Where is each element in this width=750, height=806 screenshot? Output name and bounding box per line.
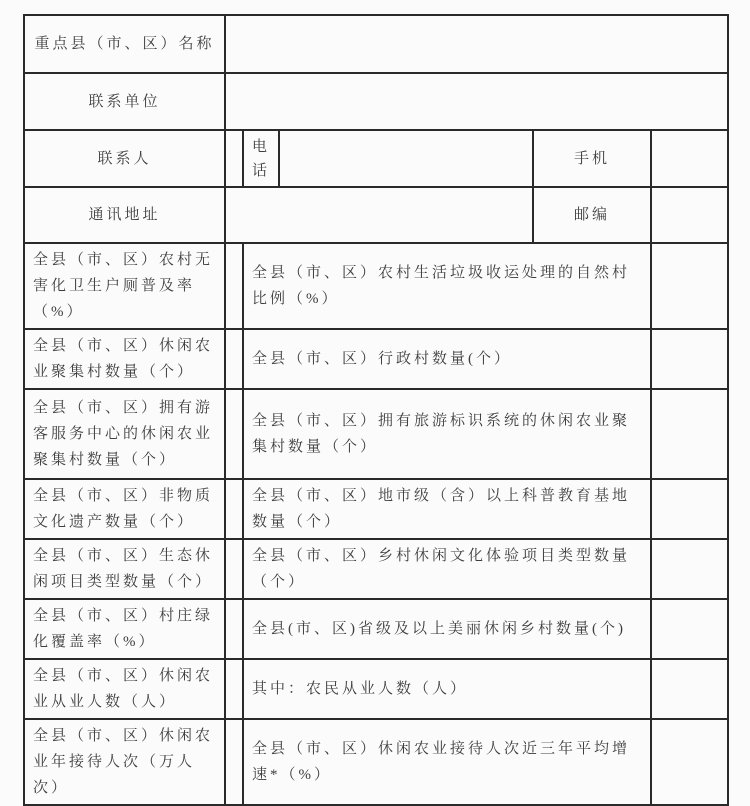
table-row-county-name bbox=[24, 15, 728, 73]
metric-value-cell[interactable] bbox=[651, 659, 728, 719]
table-row-metric-cluster-villages bbox=[24, 329, 728, 389]
metric-right-label: 全县（市、区）乡村休闲文化体验项目类型数量（个） bbox=[243, 539, 651, 599]
metric-value-cell[interactable] bbox=[651, 329, 728, 389]
spacer-cell bbox=[225, 329, 243, 389]
telephone-input-cell[interactable] bbox=[279, 130, 533, 187]
county-name-input-cell[interactable] bbox=[225, 15, 728, 73]
metric-right-label: 全县（市、区）休闲农业接待人次近三年平均增速*（%） bbox=[243, 719, 651, 805]
contact-person-label: 联系人 bbox=[24, 130, 225, 187]
spacer-cell bbox=[225, 719, 243, 805]
spacer-cell bbox=[225, 539, 243, 599]
metric-value-cell[interactable] bbox=[651, 539, 728, 599]
metric-value-cell[interactable] bbox=[651, 243, 728, 329]
table-row-metric-intangible-heritage bbox=[24, 479, 728, 539]
metric-left-label: 全县（市、区）休闲农业年接待人次（万人次） bbox=[24, 719, 225, 805]
contact-unit-input-cell[interactable] bbox=[225, 73, 728, 130]
metric-value-cell[interactable] bbox=[651, 389, 728, 479]
metric-left-label: 全县（市、区）休闲农业从业人数（人） bbox=[24, 659, 225, 719]
metric-value-cell[interactable] bbox=[651, 479, 728, 539]
table-row-address bbox=[24, 187, 728, 243]
metric-right-label: 全县(市、区)省级及以上美丽休闲乡村数量(个) bbox=[243, 599, 651, 659]
metric-left-label: 全县（市、区）生态休闲项目类型数量（个） bbox=[24, 539, 225, 599]
table-row-metric-visitor-center bbox=[24, 389, 728, 479]
table-row-contact-person bbox=[24, 130, 728, 187]
spacer-cell bbox=[225, 599, 243, 659]
spacer-cell bbox=[225, 659, 243, 719]
table-row-metric-employment bbox=[24, 659, 728, 719]
spacer-cell bbox=[225, 243, 243, 329]
county-name-label: 重点县（市、区）名称 bbox=[24, 15, 225, 73]
mobile-input-cell[interactable] bbox=[651, 130, 728, 187]
table-row-metric-annual-visitors bbox=[24, 719, 728, 805]
spacer-cell bbox=[225, 389, 243, 479]
metric-left-label: 全县（市、区）拥有游客服务中心的休闲农业聚集村数量（个） bbox=[24, 389, 225, 479]
table-row-contact-unit bbox=[24, 73, 728, 130]
metric-right-label: 全县（市、区）农村生活垃圾收运处理的自然村比例（%） bbox=[243, 243, 651, 329]
telephone-label: 电话 bbox=[243, 130, 279, 187]
metric-right-label: 其中：农民从业人数（人） bbox=[243, 659, 651, 719]
metric-value-cell[interactable] bbox=[651, 719, 728, 805]
metric-left-label: 全县（市、区）休闲农业聚集村数量（个） bbox=[24, 329, 225, 389]
table-row-metric-toilet-rate bbox=[24, 243, 728, 329]
metric-right-label: 全县（市、区）拥有旅游标识系统的休闲农业聚集村数量（个） bbox=[243, 389, 651, 479]
mobile-label: 手机 bbox=[533, 130, 651, 187]
contact-unit-label: 联系单位 bbox=[24, 73, 225, 130]
metric-right-label: 全县（市、区）行政村数量(个） bbox=[243, 329, 651, 389]
address-input-cell[interactable] bbox=[225, 187, 533, 243]
table-row-metric-village-greening bbox=[24, 599, 728, 659]
table-row-metric-eco-leisure-projects bbox=[24, 539, 728, 599]
metric-left-label: 全县（市、区）非物质文化遗产数量（个） bbox=[24, 479, 225, 539]
metric-left-label: 全县（市、区）村庄绿化覆盖率（%） bbox=[24, 599, 225, 659]
spacer-cell bbox=[225, 130, 243, 187]
metric-value-cell[interactable] bbox=[651, 599, 728, 659]
address-label: 通讯地址 bbox=[24, 187, 225, 243]
postcode-input-cell[interactable] bbox=[651, 187, 728, 243]
metric-left-label: 全县（市、区）农村无害化卫生户厕普及率（%） bbox=[24, 243, 225, 329]
metric-right-label: 全县（市、区）地市级（含）以上科普教育基地数量（个） bbox=[243, 479, 651, 539]
application-form-table bbox=[23, 14, 729, 806]
postcode-label: 邮编 bbox=[533, 187, 651, 243]
spacer-cell bbox=[225, 479, 243, 539]
